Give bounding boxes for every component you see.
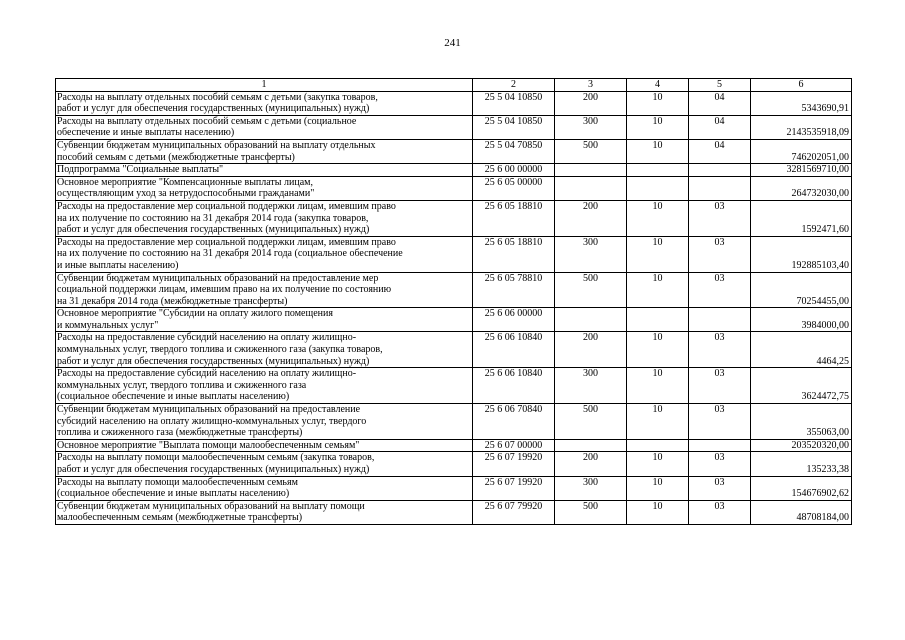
row-expense-type: 200	[555, 332, 627, 368]
row-section	[627, 176, 689, 200]
row-amount: 192885103,40	[751, 236, 852, 272]
description-line: обеспечение и иные выплаты населению)	[57, 127, 235, 139]
row-subsection	[689, 439, 751, 452]
row-amount: 48708184,00	[751, 500, 852, 524]
table-row	[56, 500, 852, 524]
table-row	[56, 236, 852, 272]
table-row	[56, 272, 852, 308]
description-line: Расходы на выплату помощи малообеспеченным семьям	[57, 476, 298, 488]
table-row	[56, 368, 852, 404]
table-row	[56, 439, 852, 452]
row-description	[56, 91, 473, 115]
row-expense-type: 300	[555, 368, 627, 404]
header-row	[56, 79, 852, 92]
row-amount: 3624472,75	[751, 368, 852, 404]
row-expense-type: 200	[555, 91, 627, 115]
row-expense-type	[555, 308, 627, 332]
description-line: (социальное обеспечение и иные выплаты населению)	[57, 488, 290, 500]
table-row	[56, 452, 852, 476]
row-section	[627, 164, 689, 177]
row-amount: 2143535918,09	[751, 115, 852, 139]
description-line: (социальное обеспечение и иные выплаты населению)	[57, 391, 290, 403]
row-amount: 3984000,00	[751, 308, 852, 332]
row-expense-type: 500	[555, 272, 627, 308]
row-amount: 1592471,60	[751, 200, 852, 236]
description-line: Расходы на выплату отдельных пособий семьям с детьми (закупка товаров,	[57, 91, 378, 103]
row-subsection: 03	[689, 236, 751, 272]
row-expense-type: 300	[555, 115, 627, 139]
row-section: 10	[627, 236, 689, 272]
description-line: работ и услуг для обеспечения государственных (муниципальных) нужд)	[57, 464, 370, 475]
row-description	[56, 452, 473, 476]
table-row	[56, 476, 852, 500]
row-expense-type: 300	[555, 476, 627, 500]
description-line: коммунальных услуг, твердого топлива и сжиженного газа	[57, 379, 307, 391]
row-amount: 203520320,00	[751, 439, 852, 452]
row-section: 10	[627, 404, 689, 440]
description-line: Субвенции бюджетам муниципальных образований на предоставление мер	[57, 272, 379, 284]
header-cell-5: 5	[689, 79, 751, 92]
description-line: Расходы на предоставление субсидий населению на оплату жилищно-	[57, 368, 357, 380]
header-cell-1: 1	[56, 79, 473, 92]
description-line: Расходы на выплату отдельных пособий семьям с детьми (социальное	[57, 115, 357, 127]
row-target-code: 25 6 05 18810	[473, 200, 555, 236]
row-amount: 3281569710,00	[751, 164, 852, 177]
description-line: пособий семьям с детьми (межбюджетные трансферты)	[57, 151, 295, 163]
description-line: работ и услуг для обеспечения государственных (муниципальных) нужд)	[57, 103, 370, 115]
row-amount: 70254455,00	[751, 272, 852, 308]
row-expense-type: 200	[555, 200, 627, 236]
header-cell-2: 2	[473, 79, 555, 92]
row-expense-type: 500	[555, 404, 627, 440]
description-line: социальной поддержки лицам, имевшим право на их получение по состоянию	[57, 284, 392, 296]
header-cell-6: 6	[751, 79, 852, 92]
row-description	[56, 164, 473, 177]
row-target-code: 25 5 04 10850	[473, 91, 555, 115]
description-line: осуществляющим уход за нетрудоспособными гражданами"	[57, 188, 315, 200]
row-target-code: 25 6 05 78810	[473, 272, 555, 308]
row-amount: 135233,38	[751, 452, 852, 476]
description-line: Основное мероприятие "Выплата помощи малообеспеченным семьям"	[57, 439, 360, 451]
row-description	[56, 176, 473, 200]
description-line: топлива и сжиженного газа (межбюджетные трансферты)	[57, 427, 303, 439]
row-target-code: 25 6 00 00000	[473, 164, 555, 177]
row-subsection: 04	[689, 139, 751, 163]
description-line: и иные выплаты населению)	[57, 259, 179, 271]
row-subsection: 03	[689, 476, 751, 500]
description-line: на 31 декабря 2014 года (межбюджетные трансферты)	[57, 295, 288, 307]
table-row	[56, 332, 852, 368]
row-description	[56, 115, 473, 139]
row-section: 10	[627, 91, 689, 115]
description-line: Основное мероприятие "Компенсационные выплаты лицам,	[57, 176, 313, 188]
row-subsection: 03	[689, 368, 751, 404]
row-target-code: 25 6 05 18810	[473, 236, 555, 272]
description-line: малообеспеченным семьям (межбюджетные трансферты)	[57, 512, 303, 524]
row-subsection: 04	[689, 115, 751, 139]
row-description	[56, 236, 473, 272]
row-amount: 154676902,62	[751, 476, 852, 500]
row-target-code: 25 6 06 70840	[473, 404, 555, 440]
page-number: 241	[444, 37, 461, 49]
row-section: 10	[627, 272, 689, 308]
table-row	[56, 404, 852, 440]
row-description	[56, 476, 473, 500]
table-body	[56, 91, 852, 524]
row-expense-type	[555, 439, 627, 452]
description-line: на их получение по состоянию на 31 декабря 2014 года (социальное обеспечение	[57, 248, 403, 260]
table-row	[56, 115, 852, 139]
description-line: Расходы на предоставление мер социальной поддержки лицам, имевшим право	[57, 236, 396, 248]
row-subsection	[689, 176, 751, 200]
row-section: 10	[627, 452, 689, 476]
row-section: 10	[627, 115, 689, 139]
row-subsection: 03	[689, 200, 751, 236]
description-line: Расходы на предоставление мер социальной поддержки лицам, имевшим право	[57, 200, 396, 212]
header-cell-4: 4	[627, 79, 689, 92]
row-description	[56, 200, 473, 236]
table-row	[56, 139, 852, 163]
row-section: 10	[627, 332, 689, 368]
table-row	[56, 176, 852, 200]
row-target-code: 25 5 04 10850	[473, 115, 555, 139]
row-target-code: 25 6 06 10840	[473, 368, 555, 404]
description-line: работ и услуг для обеспечения государственных (муниципальных) нужд)	[57, 355, 370, 367]
row-section	[627, 439, 689, 452]
row-target-code: 25 6 07 00000	[473, 439, 555, 452]
row-expense-type: 500	[555, 500, 627, 524]
row-expense-type: 500	[555, 139, 627, 163]
row-description	[56, 368, 473, 404]
row-description	[56, 500, 473, 524]
row-amount: 355063,00	[751, 404, 852, 440]
row-amount: 4464,25	[751, 332, 852, 368]
row-description	[56, 332, 473, 368]
row-subsection	[689, 164, 751, 177]
description-line: Субвенции бюджетам муниципальных образований на предоставление	[57, 404, 361, 416]
row-expense-type: 300	[555, 236, 627, 272]
description-line: на их получение по состоянию на 31 декабря 2014 года (закупка товаров,	[57, 212, 369, 224]
table-row	[56, 308, 852, 332]
description-line: работ и услуг для обеспечения государственных (муниципальных) нужд)	[57, 224, 370, 236]
description-line: Субвенции бюджетам муниципальных образований на выплату отдельных	[57, 139, 376, 151]
row-section: 10	[627, 500, 689, 524]
row-subsection: 03	[689, 404, 751, 440]
description-line: субсидий населению на оплату жилищно-коммунальных услуг, твердого	[57, 415, 367, 427]
description-line: коммунальных услуг, твердого топлива и сжиженного газа (закупка товаров,	[57, 344, 383, 356]
row-target-code: 25 6 07 19920	[473, 476, 555, 500]
row-target-code: 25 5 04 70850	[473, 139, 555, 163]
table-row	[56, 91, 852, 115]
table-row	[56, 200, 852, 236]
row-section: 10	[627, 139, 689, 163]
description-line: Основное мероприятие "Субсидии на оплату жилого помещения	[57, 308, 333, 320]
row-description	[56, 272, 473, 308]
row-target-code: 25 6 07 79920	[473, 500, 555, 524]
row-expense-type: 200	[555, 452, 627, 476]
row-subsection: 04	[689, 91, 751, 115]
row-description	[56, 404, 473, 440]
row-section: 10	[627, 200, 689, 236]
row-target-code: 25 6 06 10840	[473, 332, 555, 368]
row-amount: 5343690,91	[751, 91, 852, 115]
row-section	[627, 308, 689, 332]
table-row	[56, 164, 852, 177]
row-target-code: 25 6 06 00000	[473, 308, 555, 332]
description-line: Субвенции бюджетам муниципальных образований на выплату помощи	[57, 500, 365, 512]
description-line: и коммунальных услуг"	[57, 319, 159, 331]
header-cell-3: 3	[555, 79, 627, 92]
row-description	[56, 439, 473, 452]
row-subsection: 03	[689, 500, 751, 524]
row-subsection: 03	[689, 452, 751, 476]
row-expense-type	[555, 176, 627, 200]
row-section: 10	[627, 476, 689, 500]
row-description	[56, 139, 473, 163]
row-section: 10	[627, 368, 689, 404]
description-line: Расходы на выплату помощи малообеспеченным семьям (закупка товаров,	[57, 452, 375, 464]
row-subsection: 03	[689, 332, 751, 368]
description-line: Подпрограмма "Социальные выплаты"	[57, 164, 224, 176]
row-amount: 746202051,00	[751, 139, 852, 163]
description-line: Расходы на предоставление субсидий населению на оплату жилищно-	[57, 332, 357, 344]
row-target-code: 25 6 07 19920	[473, 452, 555, 476]
row-amount: 264732030,00	[751, 176, 852, 200]
row-subsection	[689, 308, 751, 332]
row-subsection: 03	[689, 272, 751, 308]
row-expense-type	[555, 164, 627, 177]
budget-table	[55, 78, 852, 525]
row-target-code: 25 6 05 00000	[473, 176, 555, 200]
row-description	[56, 308, 473, 332]
